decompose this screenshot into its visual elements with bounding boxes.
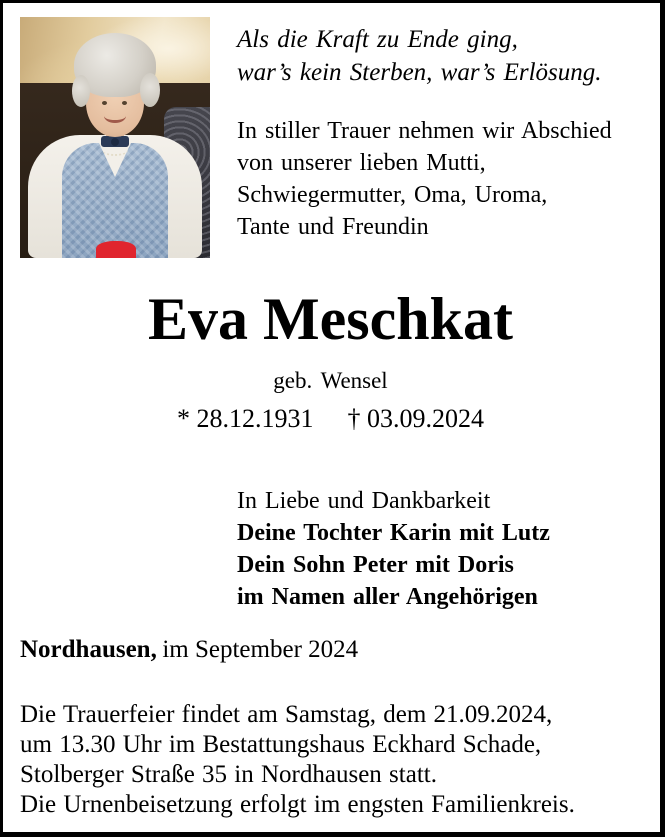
intro-line: Tante und Freundin — [237, 214, 429, 240]
portrait-photo — [20, 17, 210, 258]
birth-date: * 28.12.1931 — [177, 404, 314, 433]
death-date: † 03.09.2024 — [347, 404, 484, 433]
photo-hair-curl-left — [72, 75, 90, 107]
photo-eye-left — [102, 101, 107, 105]
photo-bow-knot — [111, 138, 119, 146]
deceased-name: Eva Meschkat — [148, 286, 513, 352]
notice-date: im September 2024 — [162, 636, 359, 663]
intro-line: Schwiegermutter, Oma, Uroma, — [237, 182, 548, 208]
mourners-block — [237, 485, 550, 613]
funeral-line: Die Trauerfeier findet am Samstag, dem 21.09.2024, — [20, 701, 553, 728]
funeral-info — [20, 700, 575, 820]
verse-line: war’s kein Sterben, war’s Erlösung. — [237, 59, 602, 86]
photo-smile — [104, 109, 126, 123]
funeral-line: um 13.30 Uhr im Bestattungshaus Eckhard Schade, — [20, 731, 542, 758]
life-dates — [0, 404, 661, 434]
mourner-line: Deine Tochter Karin mit Lutz — [237, 520, 550, 546]
mourner-line: Dein Sohn Peter mit Doris — [237, 552, 514, 578]
farewell-intro: In Liebe und Dankbarkeit — [237, 488, 491, 514]
place-name: Nordhausen, — [20, 636, 157, 663]
intro-line: von unserer lieben Mutti, — [237, 150, 486, 176]
funeral-line: Stolberger Straße 35 in Nordhausen statt. — [20, 761, 437, 788]
mourner-line: im Namen aller Angehörigen — [237, 584, 538, 610]
memorial-verse — [237, 23, 602, 89]
intro-line: In stiller Trauer nehmen wir Abschied — [237, 118, 612, 144]
photo-eye-right — [122, 101, 127, 105]
funeral-line: Die Urnenbeisetzung erfolgt im engsten Familienkreis. — [20, 791, 575, 818]
place-date-line — [20, 635, 358, 665]
mourning-intro — [237, 115, 612, 243]
verse-line: Als die Kraft zu Ende ging, — [237, 26, 518, 53]
maiden-name: geb. Wensel — [273, 368, 388, 393]
photo-red-flower — [96, 241, 136, 258]
photo-hair-curl-right — [140, 73, 160, 107]
